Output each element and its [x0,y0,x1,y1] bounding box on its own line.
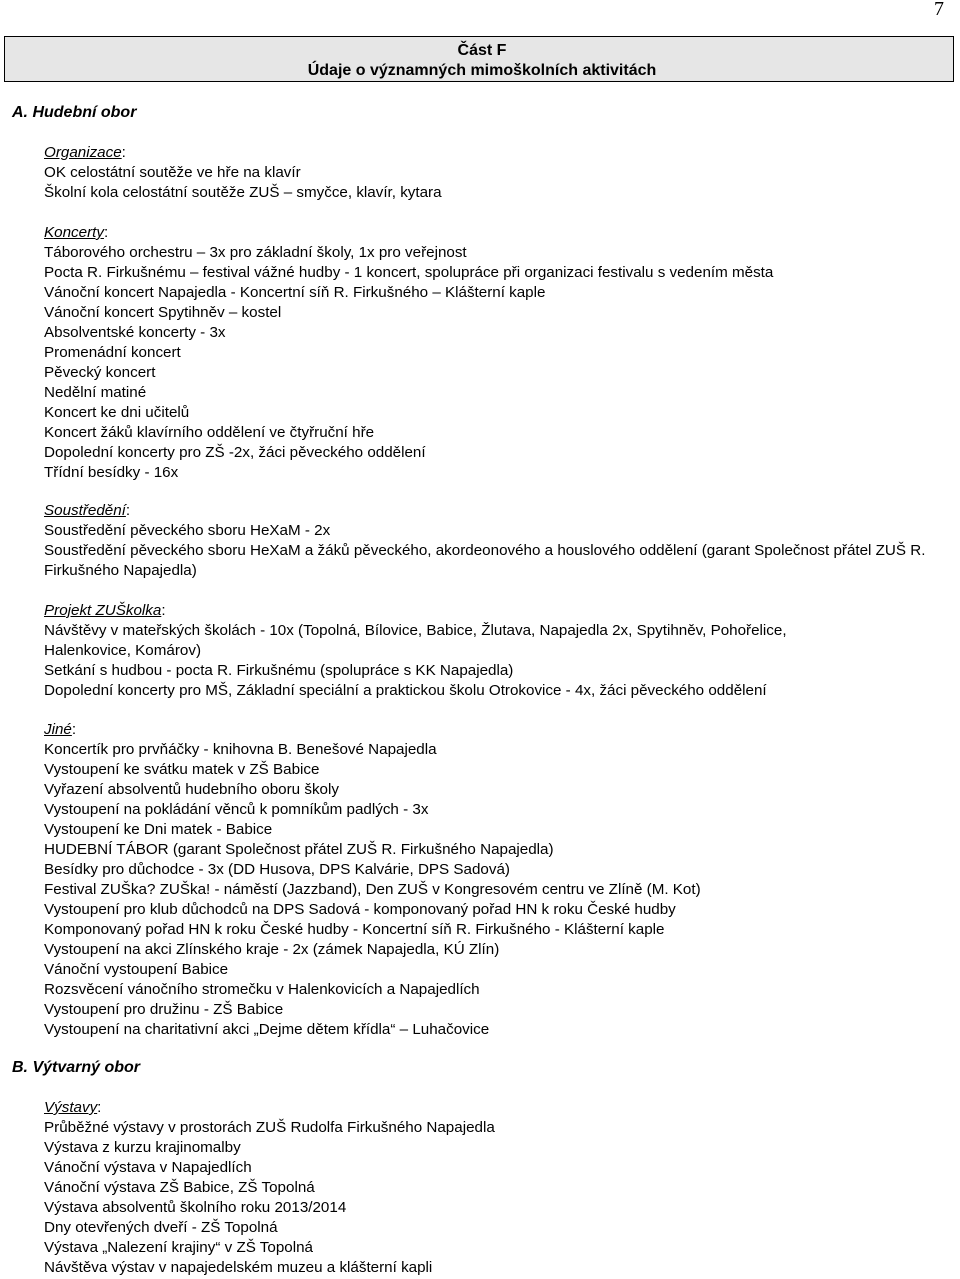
jine-item: Vystoupení pro družinu - ZŠ Babice [44,1001,284,1018]
jine-item: Vystoupení na pokládání věnců k pomníkům padlých - 3x [44,801,429,818]
jine-item: Vystoupení na akci Zlínského kraje - 2x (zámek Napajedla, KÚ Zlín) [44,941,500,958]
organizace-block: Organizace: OK celostátní soutěže ve hře na klavír Školní kola celostátní soutěže ZUŠ – smyčce, klavír, kytara [44,143,954,203]
vystavy-item: Dny otevřených dveří - ZŠ Topolná [44,1219,278,1236]
vystavy-item: Výstava z kurzu krajinomalby [44,1139,241,1156]
vystavy-item: Návštěva výstav v napajedelském muzeu a klášterní kapli [44,1259,433,1276]
jine-item: Vystoupení pro klub důchodců na DPS Sadová - komponovaný pořad HN k roku České hudby [44,901,676,918]
koncerty-item: Třídní besídky - 16x [44,464,179,481]
soustredeni-item: Soustředění pěveckého sboru HeXaM - 2x [44,522,331,539]
projekt-item: Setkání s hudbou - pocta R. Firkušnému (spolupráce s KK Napajedla) [44,662,514,679]
soustredeni-heading: Soustředění [44,502,126,519]
jine-heading: Jiné [44,721,72,738]
vystavy-item: Výstava absolventů školního roku 2013/2014 [44,1199,347,1216]
jine-item: Vyřazení absolventů hudebního oboru školy [44,781,339,798]
koncerty-item: Promenádní koncert [44,344,181,361]
projekt-heading: Projekt ZUŠkolka [44,602,162,619]
section-a-title: A. Hudební obor [12,104,137,121]
koncerty-block: Koncerty: Táborového orchestru – 3x pro základní školy, 1x pro veřejnost Pocta R. Firkušnému – festival vážné hudby - 1 koncert, spolupráce při organizaci festivalu s vedením města Vánoční koncert Napajedla - Koncertní síň R. Firkušného – Klášterní kaple Vánoční koncert Spytihněv – kostel Absolventské koncerty - 3x Promenádní koncert Pěvecký koncert Nedělní matiné Koncert ke dni učitelů Koncert žáků klavírního oddělení ve čtyřruční hře Dopolední koncerty pro ZŠ -2x, žáci pěveckého oddělení Třídní besídky - 16x [44,223,954,483]
projekt-item: Dopolední koncerty pro MŠ, Základní speciální a praktickou školu Otrokovice - 4x, žáci pěveckého oddělení [44,682,767,699]
projekt-item: Návštěvy v mateřských školách - 10x (Topolná, Bílovice, Babice, Žlutava, Napajedla 2x, Spytihněv, Pohořelice, Halenkovice, Komárov) [44,622,787,659]
organizace-heading: Organizace [44,144,122,161]
soustredeni-item: Soustředění pěveckého sboru HeXaM a žáků pěveckého, akordeonového a houslového oddělení (garant Společnost přátel ZUŠ R. Firkušného Napajedla) [44,542,926,579]
koncerty-item: Dopolední koncerty pro ZŠ -2x, žáci pěveckého oddělení [44,444,426,461]
koncerty-item: Vánoční koncert Napajedla - Koncertní síň R. Firkušného – Klášterní kaple [44,284,546,301]
koncerty-item: Pěvecký koncert [44,364,156,381]
koncerty-heading: Koncerty [44,224,104,241]
jine-item: Besídky pro důchodce - 3x (DD Husova, DPS Kalvárie, DPS Sadová) [44,861,510,878]
organizace-item: OK celostátní soutěže ve hře na klavír [44,164,301,181]
jine-block: Jiné: Koncertík pro prvňáčky - knihovna B. Benešové Napajedla Vystoupení ke svátku matek v ZŠ Babice Vyřazení absolventů hudebního oboru školy Vystoupení na pokládání věnců k pomníkům padlých - 3x Vystoupení ke Dni matek - Babice HUDEBNÍ TÁBOR (garant Společnost přátel ZUŠ R. Firkušného Napajedla) Besídky pro důchodce - 3x (DD Husova, DPS Kalvárie, DPS Sadová) Festival ZUŠka? ZUŠka! - náměstí (Jazzband), Den ZUŠ v Kongresovém centru ve Zlíně (M. Kot) Vystoupení pro klub důchodců na DPS Sadová - komponovaný pořad HN k roku České hudby Komponovaný pořad HN k roku České hudby - Koncertní síň R. Firkušného - Klášterní kaple Vystoupení na akci Zlínského kraje - 2x (zámek Napajedla, KÚ Zlín) Vánoční vystoupení Babice Rozsvěcení vánočního stromečku v Halenkovicích a Napajedlích Vystoupení pro družinu - ZŠ Babice Vystoupení na charitativní akci „Dejme dětem křídla“ – Luhačovice [44,720,954,1040]
projekt-block: Projekt ZUŠkolka: Návštěvy v mateřských školách - 10x (Topolná, Bílovice, Babice, Žlutava, Napajedla 2x, Spytihněv, Pohořelice, Halenkovice, Komárov) Setkání s hudbou - pocta R. Firkušnému (spolupráce s KK Napajedla) Dopolední koncerty pro MŠ, Základní speciální a praktickou školu Otrokovice - 4x, žáci pěveckého oddělení [44,601,954,701]
koncerty-item: Koncert ke dni učitelů [44,404,190,421]
organizace-item: Školní kola celostátní soutěže ZUŠ – smyčce, klavír, kytara [44,184,442,201]
vystavy-heading: Výstavy [44,1099,98,1116]
vystavy-item: Vánoční výstava ZŠ Babice, ZŠ Topolná [44,1179,315,1196]
koncerty-item: Absolventské koncerty - 3x [44,324,226,341]
part-label: Část F [457,42,507,59]
koncerty-item: Vánoční koncert Spytihněv – kostel [44,304,282,321]
section-b-title: B. Výtvarný obor [12,1059,141,1076]
jine-item: Komponovaný pořad HN k roku České hudby - Koncertní síň R. Firkušného - Klášterní kaple [44,921,665,938]
part-title: Údaje o významných mimoškolních aktivitách [307,62,657,79]
vystavy-item: Vánoční výstava v Napajedlích [44,1159,252,1176]
koncerty-item: Táborového orchestru – 3x pro základní školy, 1x pro veřejnost [44,244,467,261]
vystavy-block: Výstavy: Průběžné výstavy v prostorách ZUŠ Rudolfa Firkušného Napajedla Výstava z kurzu krajinomalby Vánoční výstava v Napajedlích Vánoční výstava ZŠ Babice, ZŠ Topolná Výstava absolventů školního roku 2013/2014 Dny otevřených dveří - ZŠ Topolná Výstava „Nalezení krajiny“ v ZŠ Topolná Návštěva výstav v napajedelském muzeu a klášterní kapli [44,1098,954,1278]
koncerty-item: Pocta R. Firkušnému – festival vážné hudby - 1 koncert, spolupráce při organizaci festivalu s vedením města [44,264,774,281]
jine-item: Rozsvěcení vánočního stromečku v Halenkovicích a Napajedlích [44,981,480,998]
jine-item: Koncertík pro prvňáčky - knihovna B. Benešové Napajedla [44,741,437,758]
jine-item: Vystoupení na charitativní akci „Dejme dětem křídla“ – Luhačovice [44,1021,490,1038]
jine-item: Festival ZUŠka? ZUŠka! - náměstí (Jazzband), Den ZUŠ v Kongresovém centru ve Zlíně (M. Kot) [44,881,701,898]
vystavy-item: Výstava „Nalezení krajiny“ v ZŠ Topolná [44,1239,313,1256]
page-number: 7 [934,0,944,20]
part-header [4,36,954,82]
jine-item: Vystoupení ke Dni matek - Babice [44,821,273,838]
jine-item: Vánoční vystoupení Babice [44,961,229,978]
koncerty-item: Koncert žáků klavírního oddělení ve čtyřruční hře [44,424,375,441]
soustredeni-block: Soustředění: Soustředění pěveckého sboru HeXaM - 2x Soustředění pěveckého sboru HeXaM a žáků pěveckého, akordeonového a houslového oddělení (garant Společnost přátel ZUŠ R. Firkušného Napajedla) [44,501,954,581]
jine-item: Vystoupení ke svátku matek v ZŠ Babice [44,761,320,778]
vystavy-item: Průběžné výstavy v prostorách ZUŠ Rudolfa Firkušného Napajedla [44,1119,495,1136]
koncerty-item: Nedělní matiné [44,384,147,401]
jine-item: HUDEBNÍ TÁBOR (garant Společnost přátel ZUŠ R. Firkušného Napajedla) [44,841,554,858]
